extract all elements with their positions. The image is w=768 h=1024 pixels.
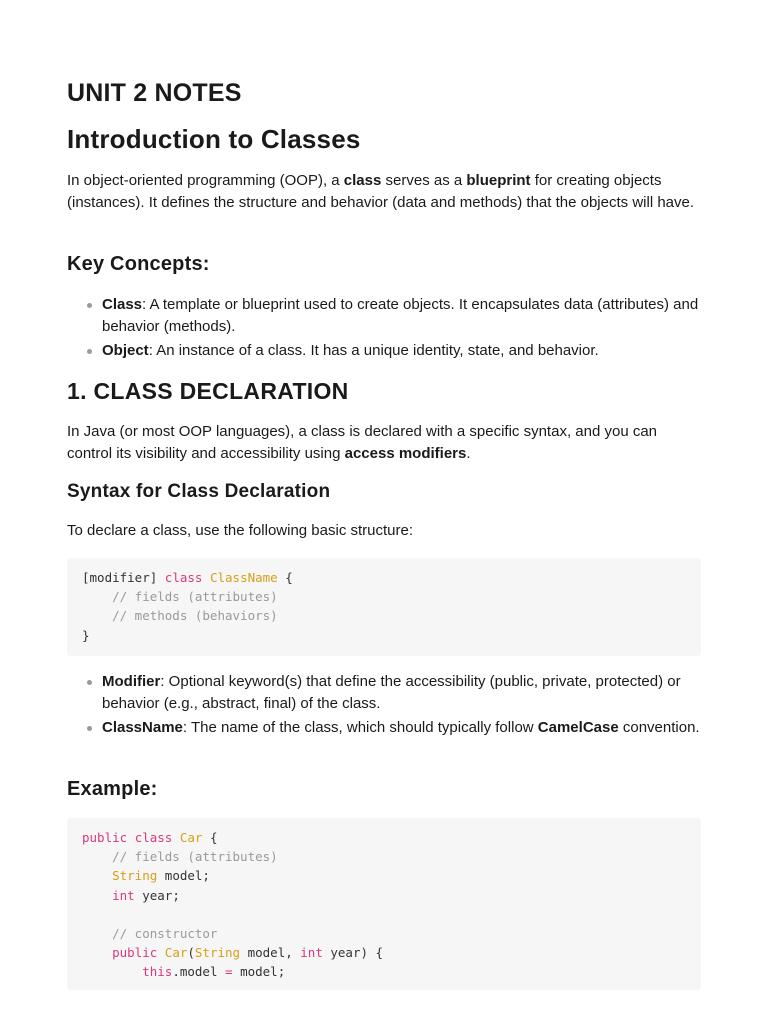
section1-text-1: In Java (or most OOP languages), a class is declared with a specific syntax, and you can control its visibility and accessibility using [67, 423, 658, 462]
syntax-list [67, 671, 701, 741]
intro-heading: Introduction to Classes [67, 124, 361, 154]
term-classname: ClassName [102, 719, 183, 736]
code-line: String model; [112, 868, 210, 884]
list-item [67, 717, 701, 739]
term-class-desc: : A template or blueprint used to create objects. It encapsulates data (attributes) and behavior (methods). [102, 296, 699, 335]
term-classname-desc: : The name of the class, which should typically follow [182, 719, 538, 736]
key-concepts-heading: Key Concepts: [67, 253, 210, 275]
code-line: // fields (attributes) [82, 589, 278, 605]
section1-paragraph [67, 421, 701, 465]
syntax-heading: Syntax for Class Declaration [67, 481, 331, 502]
intro-bold-blueprint: blueprint [466, 172, 531, 189]
section1-text-2: . [466, 445, 471, 462]
key-concepts-list [67, 294, 701, 364]
term-modifier-desc: : Optional keyword(s) that define the accessibility (public, private, protected) or behavior (e.g., abstract, final) of the class. [102, 673, 681, 712]
syntax-intro: To declare a class, use the following basic structure: [67, 522, 414, 539]
example-code-block [67, 818, 701, 990]
list-item [67, 671, 701, 715]
syntax-code-block [67, 558, 701, 656]
unit-title: UNIT 2 NOTES [67, 79, 242, 107]
code-line: // methods (behaviors) [82, 608, 278, 624]
term-object-desc: : An instance of a class. It has a unique identity, state, and behavior. [148, 342, 599, 359]
code-line: [modifier] class ClassName { [82, 570, 293, 585]
code-line-blank [82, 905, 686, 924]
code-line: // fields (attributes) [82, 849, 278, 865]
intro-paragraph [67, 170, 701, 214]
example-heading: Example: [67, 778, 158, 800]
list-item [67, 340, 701, 362]
code-line: public class Car { [82, 830, 218, 845]
code-line: public Car(String model, int year) { [112, 945, 384, 961]
code-line: // constructor [82, 925, 218, 941]
term-classname-desc-2: convention. [618, 719, 700, 736]
intro-text-3: for creating objects (instances). It defines the structure and behavior (data and methods) that the objects will have. [67, 172, 695, 211]
term-class: Class [102, 296, 143, 313]
term-camelcase: CamelCase [537, 719, 619, 736]
code-line: } [82, 627, 90, 643]
code-line: this.model = model; [142, 964, 286, 980]
list-item [67, 294, 701, 338]
term-object: Object [102, 342, 149, 359]
code-line: int year; [112, 887, 180, 903]
section1-bold-access-modifiers: access modifiers [344, 445, 467, 462]
section-class-declaration-heading: 1. CLASS DECLARATION [67, 378, 349, 404]
term-modifier: Modifier [102, 673, 161, 690]
intro-bold-class: class [343, 172, 382, 189]
intro-text-2: serves as a [381, 172, 467, 189]
intro-text-1: In object-oriented programming (OOP), a [67, 172, 344, 189]
